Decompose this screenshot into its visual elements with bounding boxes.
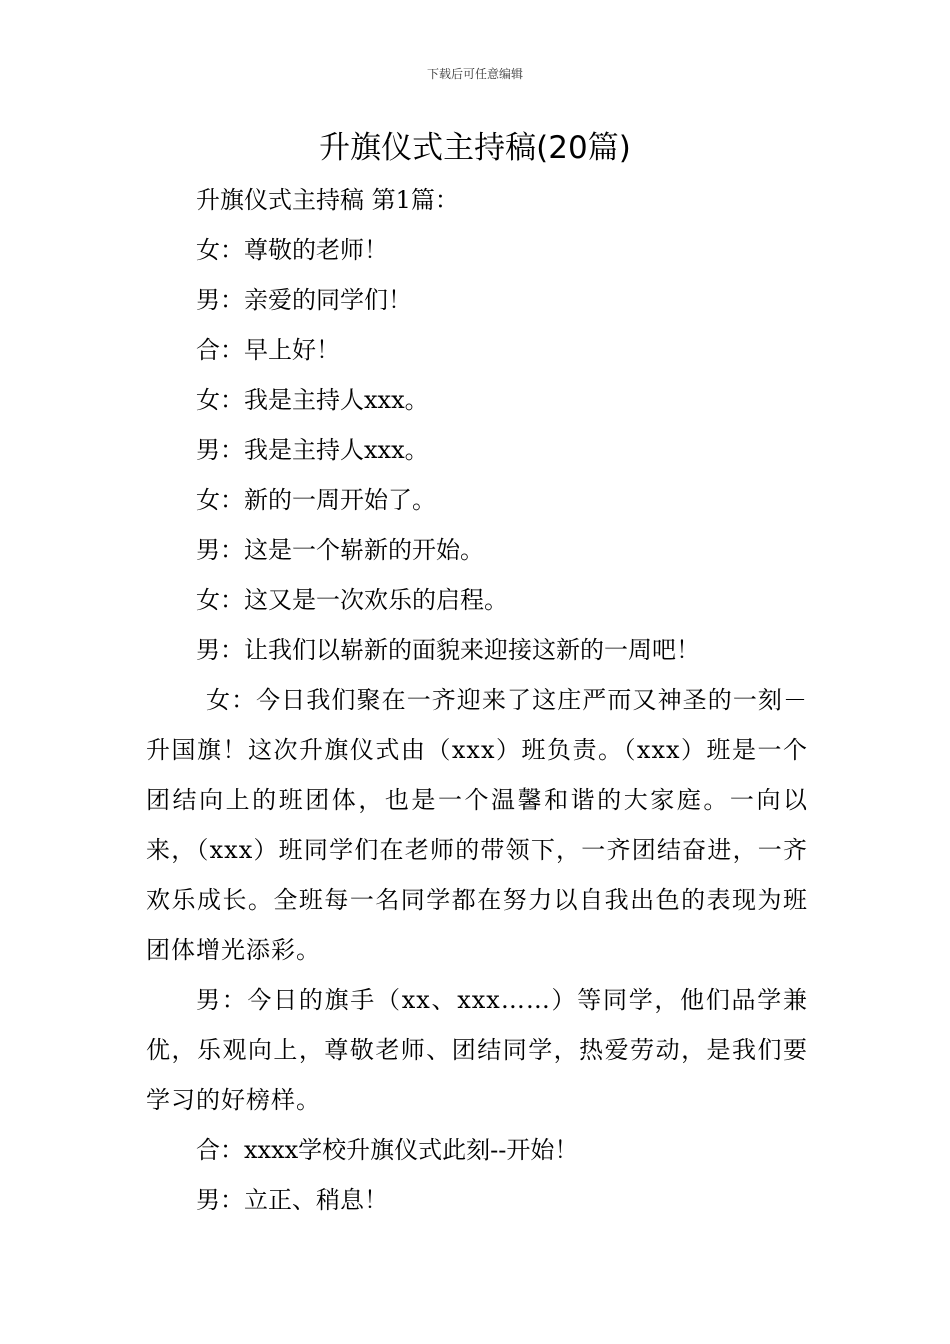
- document-body: [146, 175, 808, 1225]
- dialogue-line: 女：尊敬的老师！: [196, 236, 388, 264]
- section-heading: 升旗仪式主持稿 第1篇：: [196, 186, 459, 214]
- header-note: 下载后可任意编辑: [426, 67, 523, 81]
- dialogue-line: 男：立正、稍息！: [196, 1186, 388, 1214]
- document-title: 升旗仪式主持稿(20篇): [319, 130, 631, 166]
- dialogue-line: 男：亲爱的同学们！: [196, 286, 412, 314]
- dialogue-line: 女：新的一周开始了。: [196, 486, 436, 514]
- dialogue-line: 男：让我们以崭新的面貌来迎接这新的一周吧！: [196, 636, 700, 664]
- dialogue-paragraph: 女：今日我们聚在一齐迎来了这庄严而又神圣的一刻－升国旗！这次升旗仪式由（xxx）班负责。（xxx）班是一个团结向上的班团体，也是一个温馨和谐的大家庭。一向以来，（xxx）班同学们在老师的带领下，一齐团结奋进，一齐欢乐成长。全班每一名同学都在努力以自我出色的表现为班团体增光添彩。: [146, 686, 808, 964]
- dialogue-line: 男：这是一个崭新的开始。: [196, 536, 484, 564]
- dialogue-line: 女：我是主持人xxx。: [196, 386, 429, 414]
- dialogue-line: 合：xxxx学校升旗仪式此刻--开始！: [196, 1136, 579, 1164]
- dialogue-line: 合：早上好！: [196, 336, 340, 364]
- dialogue-paragraph: 男：今日的旗手（xx、xxx……）等同学，他们品学兼优，乐观向上，尊敬老师、团结同学，热爱劳动，是我们要学习的好榜样。: [146, 986, 808, 1114]
- dialogue-line: 男：我是主持人xxx。: [196, 436, 429, 464]
- dialogue-line: 女：这又是一次欢乐的启程。: [196, 586, 508, 614]
